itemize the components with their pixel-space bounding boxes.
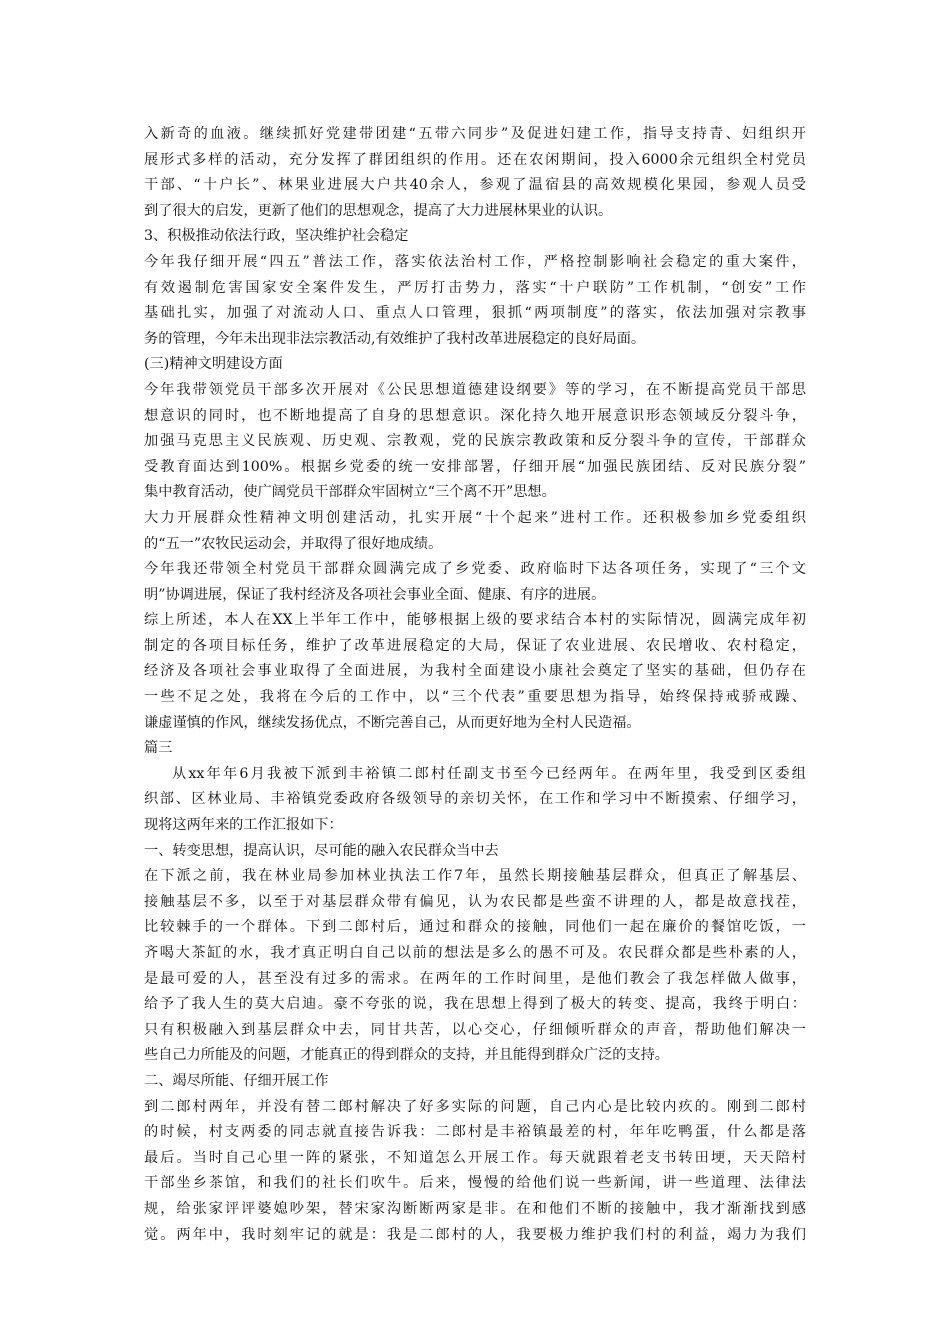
- body-text-line: 规，给张家评评婆媳吵架，替宋家沟断断两家是非。在和他们不断的接触中，我才渐渐找到感: [144, 1200, 806, 1217]
- section-heading: 3、积极推动依法行政，坚决维护社会稳定: [144, 228, 409, 245]
- body-text-line: 到二郎村两年，并没有替二郎村解决了好多实际的问题，自己内心是比较内疚的。刚到二郎村: [144, 1098, 806, 1115]
- body-text-line: 比较棘手的一个群体。下到二郎村后，通过和群众的接触，同他们一起在廉价的餐馆吃饭，一: [144, 919, 806, 936]
- body-text-line: 一些不足之处，我将在今后的工作中，以“三个代表”重要思想为指导，始终保持戒骄戒躁、: [144, 689, 806, 706]
- document-page: [144, 122, 806, 1248]
- body-text-line: 的“五一”农牧民运动会，并取得了很好地成绩。: [144, 535, 443, 552]
- body-text-line: 务的管理，今年未出现非法宗教活动,有效维护了我村改革进展稳定的良好局面。: [144, 330, 646, 347]
- section-heading: 篇三: [144, 740, 173, 757]
- body-text-line: 只有积极融入到基层群众中去，同甘共苦，以心交心，仔细倾听群众的声音，帮助他们解决一: [144, 1021, 806, 1038]
- body-text-line: 综上所述，本人在XX上半年工作中，能够根据上级的要求结合本村的实际情况，圆满完成年初: [144, 612, 806, 629]
- body-text-line: 明”协调进展，保证了我村经济及各项社会事业全面、健康、有序的进展。: [144, 586, 606, 603]
- section-heading: 一、转变思想，提高认识，尽可能的融入农民群众当中去: [144, 842, 499, 859]
- body-text-line: 的时候，村支两委的同志就直接告诉我：二郎村是丰裕镇最差的村，年年吃鸭蛋，什么都是落: [144, 1124, 806, 1141]
- body-text-line: 给予了我人生的莫大启迪。豪不夸张的说，我在思想上得到了极大的转变、提高，我终于明白：: [144, 996, 806, 1013]
- body-text-line: 加强马克思主义民族观、历史观、宗教观，党的民族宗教政策和反分裂斗争的宣传，干部群众: [144, 433, 806, 450]
- body-text-line: 基础扎实，加强了对流动人口、重点人口管理，狠抓“两项制度”的落实，依法加强对宗教事: [144, 305, 806, 322]
- body-text-line: 织部、区林业局、丰裕镇党委政府各级领导的亲切关怀，在工作和学习中不断摸索、仔细学习，: [144, 791, 806, 808]
- body-text-line: 到了很大的启发，更新了他们的思想观念，提高了大力进展林果业的认识。: [144, 202, 613, 219]
- section-heading: 二、竭尽所能、仔细开展工作: [144, 1072, 329, 1089]
- body-text-line: 展形式多样的活动，充分发挥了群团组织的作用。还在农闲期间，投入6000余元组织全村党员: [144, 151, 806, 168]
- body-text-line: 觉。两年中，我时刻牢记的就是：我是二郎村的人，我要极力维护我们村的利益，竭力为我们: [144, 1226, 806, 1243]
- body-text-line: 今年我带领党员干部多次开展对《公民思想道德建设纲要》等的学习，在不断提高党员干部思: [144, 381, 806, 398]
- body-text-line: 干部坐乡茶馆，和我们的社长们吹牛。后来，慢慢的给他们说一些新闻，讲一些道理、法律法: [144, 1175, 806, 1192]
- body-text-line: 入新奇的血液。继续抓好党建带团建“五带六同步”及促进妇建工作，指导支持青、妇组织开: [144, 126, 806, 142]
- body-text-line: 是最可爱的人，甚至没有过多的需求。在两年的工作时间里，是他们教会了我怎样做人做事，: [144, 970, 806, 987]
- body-text-line: 经济及各项社会事业取得了全面进展，为我村全面建设小康社会奠定了坚实的基础，但仍存在: [144, 663, 806, 680]
- body-text-line: 在下派之前，我在林业局参加林业执法工作7年，虽然长期接触基层群众，但真正了解基层、: [144, 868, 806, 885]
- body-text-line: 齐喝大茶缸的水，我才真正明白自己以前的想法是多么的愚不可及。农民群众都是些朴素的人，: [144, 945, 806, 961]
- body-text-line: 些自己力所能及的问题，才能真正的得到群众的支持，并且能得到群众广泛的支持。: [144, 1047, 669, 1064]
- body-text-line: 谦虚谨慎的作风，继续发扬优点，不断完善自己，从而更好地为全村人民造福。: [144, 714, 641, 731]
- body-text-line: 大力开展群众性精神文明创建活动，扎实开展“十个起来”进村工作。还积极参加乡党委组织: [144, 509, 806, 526]
- body-text-line: 最后。当时自己心里一阵的紧张，不知道怎么开展工作。每天就跟着老支书转田埂，天天陪村: [144, 1149, 806, 1166]
- body-text-line: 集中教育活动，使广阔党员干部群众牢固树立“三个离不开”思想。: [144, 484, 556, 501]
- section-heading: (三)精神文明建设方面: [144, 356, 283, 373]
- body-text-line: 今年我仔细开展“四五”普法工作，落实依法治村工作，严格控制影响社会稳定的重大案件，: [144, 253, 806, 270]
- body-text-line: 有效遏制危害国家安全案件发生，严厉打击势力，落实“十户联防”工作机制，“创安”工作: [144, 279, 806, 296]
- body-text-line: 制定的各项目标任务，维护了改革进展稳定的大局，保证了农业进展、农民增收、农村稳定，: [144, 637, 806, 654]
- body-text-line: 想意识的同时，也不断地提高了自身的思想意识。深化持久地开展意识形态领域反分裂斗争，: [144, 407, 806, 424]
- body-text-line: 干部、“十户长”、林果业进展大户共40余人，参观了温宿县的高效规模化果园，参观人员受: [144, 177, 806, 194]
- body-text-line: 受教育面达到100%。根据乡党委的统一安排部署，仔细开展“加强民族团结、反对民族分裂”: [144, 458, 806, 475]
- body-text-line: 现将这两年来的工作汇报如下：: [144, 817, 343, 834]
- body-text-line: 从xx年年6月我被下派到丰裕镇二郎村任副支书至今已经两年。在两年里，我受到区委组: [172, 765, 806, 782]
- body-text-line: 接触基层不多，以至于对基层群众带有偏见，认为农民都是些蛮不讲理的人，都是故意找茬，: [144, 893, 806, 910]
- body-text-line: 今年我还带领全村党员干部群众圆满完成了乡党委、政府临时下达各项任务，实现了“三个文: [144, 561, 806, 578]
